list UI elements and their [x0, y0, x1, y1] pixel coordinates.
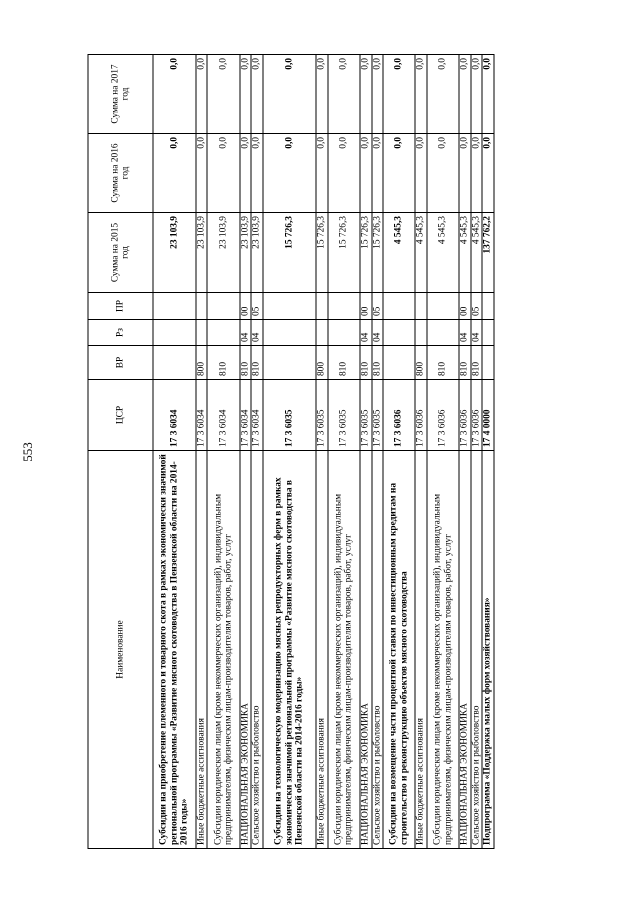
- row-vr: 810: [251, 346, 262, 380]
- row-sum-2017: 0,0: [207, 55, 240, 134]
- row-vr: 810: [372, 346, 383, 380]
- row-sum-2015: 15 726,3: [372, 213, 383, 293]
- row-pr: [316, 293, 327, 320]
- row-sum-2016: 0,0: [316, 134, 327, 213]
- row-vr: 810: [240, 346, 251, 380]
- row-sum-2015: 15 726,3: [263, 213, 317, 293]
- row-rz: [383, 320, 416, 346]
- col-header-csr: ЦСР: [88, 380, 153, 451]
- row-vr: [263, 346, 317, 380]
- row-sum-2017: 0,0: [427, 55, 460, 134]
- row-csr: 17 3 6034: [196, 380, 207, 451]
- table-row: [482, 55, 493, 849]
- row-vr: 800: [415, 346, 426, 380]
- row-vr: 810: [360, 346, 371, 380]
- row-sum-2015: 23 103,9: [240, 213, 251, 293]
- table-row: [251, 55, 262, 849]
- table-row: [360, 55, 371, 849]
- row-csr: 17 3 6034: [207, 380, 240, 451]
- row-sum-2017: 0,0: [251, 55, 262, 134]
- row-sum-2016: 0,0: [328, 134, 361, 213]
- row-rz: 04: [240, 320, 251, 346]
- row-pr: [328, 293, 361, 320]
- col-header-name: Наименование: [88, 451, 153, 849]
- row-rz: 04: [372, 320, 383, 346]
- col-header-sum-2016: Сумма на 2016 год: [88, 134, 153, 213]
- table-row: [372, 55, 383, 849]
- row-csr: 17 3 6035: [263, 380, 317, 451]
- row-csr: 17 4 0000: [482, 380, 493, 451]
- row-sum-2016: 0,0: [383, 134, 416, 213]
- row-pr: [263, 293, 317, 320]
- row-pr: 00: [240, 293, 251, 320]
- row-csr: 17 3 6035: [328, 380, 361, 451]
- row-sum-2015: 4 545,3: [471, 213, 482, 293]
- row-vr: [482, 346, 493, 380]
- row-csr: 17 3 6035: [372, 380, 383, 451]
- budget-table: [88, 54, 495, 849]
- row-name: Сельское хозяйство и рыболовство: [251, 451, 262, 849]
- row-name: Субсидии юридическим лицам (кроме некоммерческих организаций), индивидуальным предпринимателям, физическим лицам-производителям товаров, работ, услуг: [207, 451, 240, 849]
- row-name: Субсидии на приобретение племенного и товарного скота в рамках экономически значимой региональной программы «Развитие мясного скотоводства в Пензенской области на 2014-2016 годы»: [153, 451, 196, 849]
- row-sum-2015: 15 726,3: [328, 213, 361, 293]
- row-sum-2016: 0,0: [251, 134, 262, 213]
- row-pr: [415, 293, 426, 320]
- row-pr: [207, 293, 240, 320]
- col-header-rz: Рз: [88, 320, 153, 346]
- table-row: [459, 55, 470, 849]
- row-sum-2016: 0,0: [240, 134, 251, 213]
- row-sum-2017: 0,0: [459, 55, 470, 134]
- row-sum-2016: 0,0: [427, 134, 460, 213]
- row-sum-2016: 0,0: [482, 134, 493, 213]
- row-pr: [383, 293, 416, 320]
- row-csr: 17 3 6034: [251, 380, 262, 451]
- row-sum-2017: 0,0: [372, 55, 383, 134]
- row-name: Субсидии юридическим лицам (кроме некоммерческих организаций), индивидуальным предпринимателям, физическим лицам-производителям товаров, работ, услуг: [328, 451, 361, 849]
- row-pr: 05: [372, 293, 383, 320]
- row-name: Сельское хозяйство и рыболовство: [372, 451, 383, 849]
- row-pr: 00: [459, 293, 470, 320]
- header-row: [88, 55, 153, 849]
- row-name: Иные бюджетные ассигнования: [196, 451, 207, 849]
- row-csr: 17 3 6034: [153, 380, 196, 451]
- row-pr: 05: [471, 293, 482, 320]
- row-sum-2015: 15 726,3: [360, 213, 371, 293]
- row-sum-2017: 0,0: [471, 55, 482, 134]
- row-vr: [383, 346, 416, 380]
- col-header-vr: ВР: [88, 346, 153, 380]
- row-sum-2017: 0,0: [328, 55, 361, 134]
- row-rz: [196, 320, 207, 346]
- col-header-sum-2015: Сумма на 2015 год: [88, 213, 153, 293]
- row-rz: 04: [251, 320, 262, 346]
- table-row: [207, 55, 240, 849]
- table-row: [316, 55, 327, 849]
- row-sum-2015: 23 103,9: [153, 213, 196, 293]
- row-sum-2016: 0,0: [360, 134, 371, 213]
- row-vr: [153, 346, 196, 380]
- rotated-table-container: [88, 55, 563, 849]
- table-row: [415, 55, 426, 849]
- row-vr: 810: [471, 346, 482, 380]
- row-sum-2017: 0,0: [360, 55, 371, 134]
- row-name: НАЦИОНАЛЬНАЯ ЭКОНОМИКА: [360, 451, 371, 849]
- row-sum-2015: 4 545,3: [383, 213, 416, 293]
- row-sum-2015: 4 545,3: [459, 213, 470, 293]
- row-sum-2016: 0,0: [471, 134, 482, 213]
- row-sum-2016: 0,0: [459, 134, 470, 213]
- row-name: Иные бюджетные ассигнования: [415, 451, 426, 849]
- row-rz: [427, 320, 460, 346]
- row-vr: 810: [427, 346, 460, 380]
- row-rz: [328, 320, 361, 346]
- row-vr: 800: [316, 346, 327, 380]
- row-name: Подпрограмма «Поддержка малых форм хозяйствования»: [482, 451, 493, 849]
- row-pr: [427, 293, 460, 320]
- row-sum-2017: 0,0: [316, 55, 327, 134]
- row-rz: [153, 320, 196, 346]
- row-rz: 04: [360, 320, 371, 346]
- row-sum-2017: 0,0: [153, 55, 196, 134]
- table-row: [383, 55, 416, 849]
- row-csr: 17 3 6036: [383, 380, 416, 451]
- row-rz: [482, 320, 493, 346]
- row-sum-2017: 0,0: [415, 55, 426, 134]
- col-header-sum-2017: Сумма на 2017 год: [88, 55, 153, 134]
- table-row: [153, 55, 196, 849]
- col-header-pr: ПР: [88, 293, 153, 320]
- row-sum-2016: 0,0: [207, 134, 240, 213]
- table-row: [240, 55, 251, 849]
- row-name: Субсидии на технологическую модернизацию мясных репродукторных ферм в рамках экономически значимой региональной программы «Развитие мясного скотоводства в Пензенской области на 2014-2016 годы»: [263, 451, 317, 849]
- row-name: НАЦИОНАЛЬНАЯ ЭКОНОМИКА: [240, 451, 251, 849]
- row-sum-2017: 0,0: [240, 55, 251, 134]
- row-vr: 810: [328, 346, 361, 380]
- row-sum-2015: 4 545,3: [415, 213, 426, 293]
- row-csr: 17 3 6035: [316, 380, 327, 451]
- row-sum-2017: 0,0: [263, 55, 317, 134]
- row-sum-2015: 137 762,2: [482, 213, 493, 293]
- table-row: [196, 55, 207, 849]
- row-sum-2015: 23 103,9: [207, 213, 240, 293]
- row-sum-2017: 0,0: [482, 55, 493, 134]
- row-sum-2015: 23 103,9: [251, 213, 262, 293]
- row-name: Субсидии юридическим лицам (кроме некоммерческих организаций), индивидуальным предпринимателям, физическим лицам-производителям товаров, работ, услуг: [427, 451, 460, 849]
- row-rz: [316, 320, 327, 346]
- row-rz: [263, 320, 317, 346]
- row-vr: 800: [196, 346, 207, 380]
- row-name: Субсидии на возмещение части процентной ставки по инвестиционным кредитам на строительство и реконструкцию объектов мясного скотоводства: [383, 451, 416, 849]
- table-row: [263, 55, 317, 849]
- table-row: [471, 55, 482, 849]
- row-sum-2016: 0,0: [372, 134, 383, 213]
- row-sum-2016: 0,0: [263, 134, 317, 213]
- row-csr: 17 3 6035: [360, 380, 371, 451]
- row-pr: [196, 293, 207, 320]
- table-row: [328, 55, 361, 849]
- row-rz: 04: [459, 320, 470, 346]
- row-sum-2015: 15 726,3: [316, 213, 327, 293]
- row-csr: 17 3 6036: [471, 380, 482, 451]
- row-sum-2015: 23 103,9: [196, 213, 207, 293]
- row-sum-2016: 0,0: [196, 134, 207, 213]
- row-vr: 810: [459, 346, 470, 380]
- row-pr: [153, 293, 196, 320]
- row-sum-2016: 0,0: [415, 134, 426, 213]
- row-csr: 17 3 6036: [459, 380, 470, 451]
- row-sum-2017: 0,0: [383, 55, 416, 134]
- row-csr: 17 3 6036: [427, 380, 460, 451]
- row-pr: 00: [360, 293, 371, 320]
- row-csr: 17 3 6036: [415, 380, 426, 451]
- row-pr: [482, 293, 493, 320]
- row-pr: 05: [251, 293, 262, 320]
- row-name: Иные бюджетные ассигнования: [316, 451, 327, 849]
- row-rz: 04: [471, 320, 482, 346]
- row-sum-2015: 4 545,3: [427, 213, 460, 293]
- row-csr: 17 3 6034: [240, 380, 251, 451]
- row-rz: [207, 320, 240, 346]
- row-sum-2017: 0,0: [196, 55, 207, 134]
- row-name: Сельское хозяйство и рыболовство: [471, 451, 482, 849]
- row-rz: [415, 320, 426, 346]
- row-sum-2016: 0,0: [153, 134, 196, 213]
- page-number: 553: [20, 442, 35, 462]
- row-name: НАЦИОНАЛЬНАЯ ЭКОНОМИКА: [459, 451, 470, 849]
- row-vr: 810: [207, 346, 240, 380]
- table-row: [427, 55, 460, 849]
